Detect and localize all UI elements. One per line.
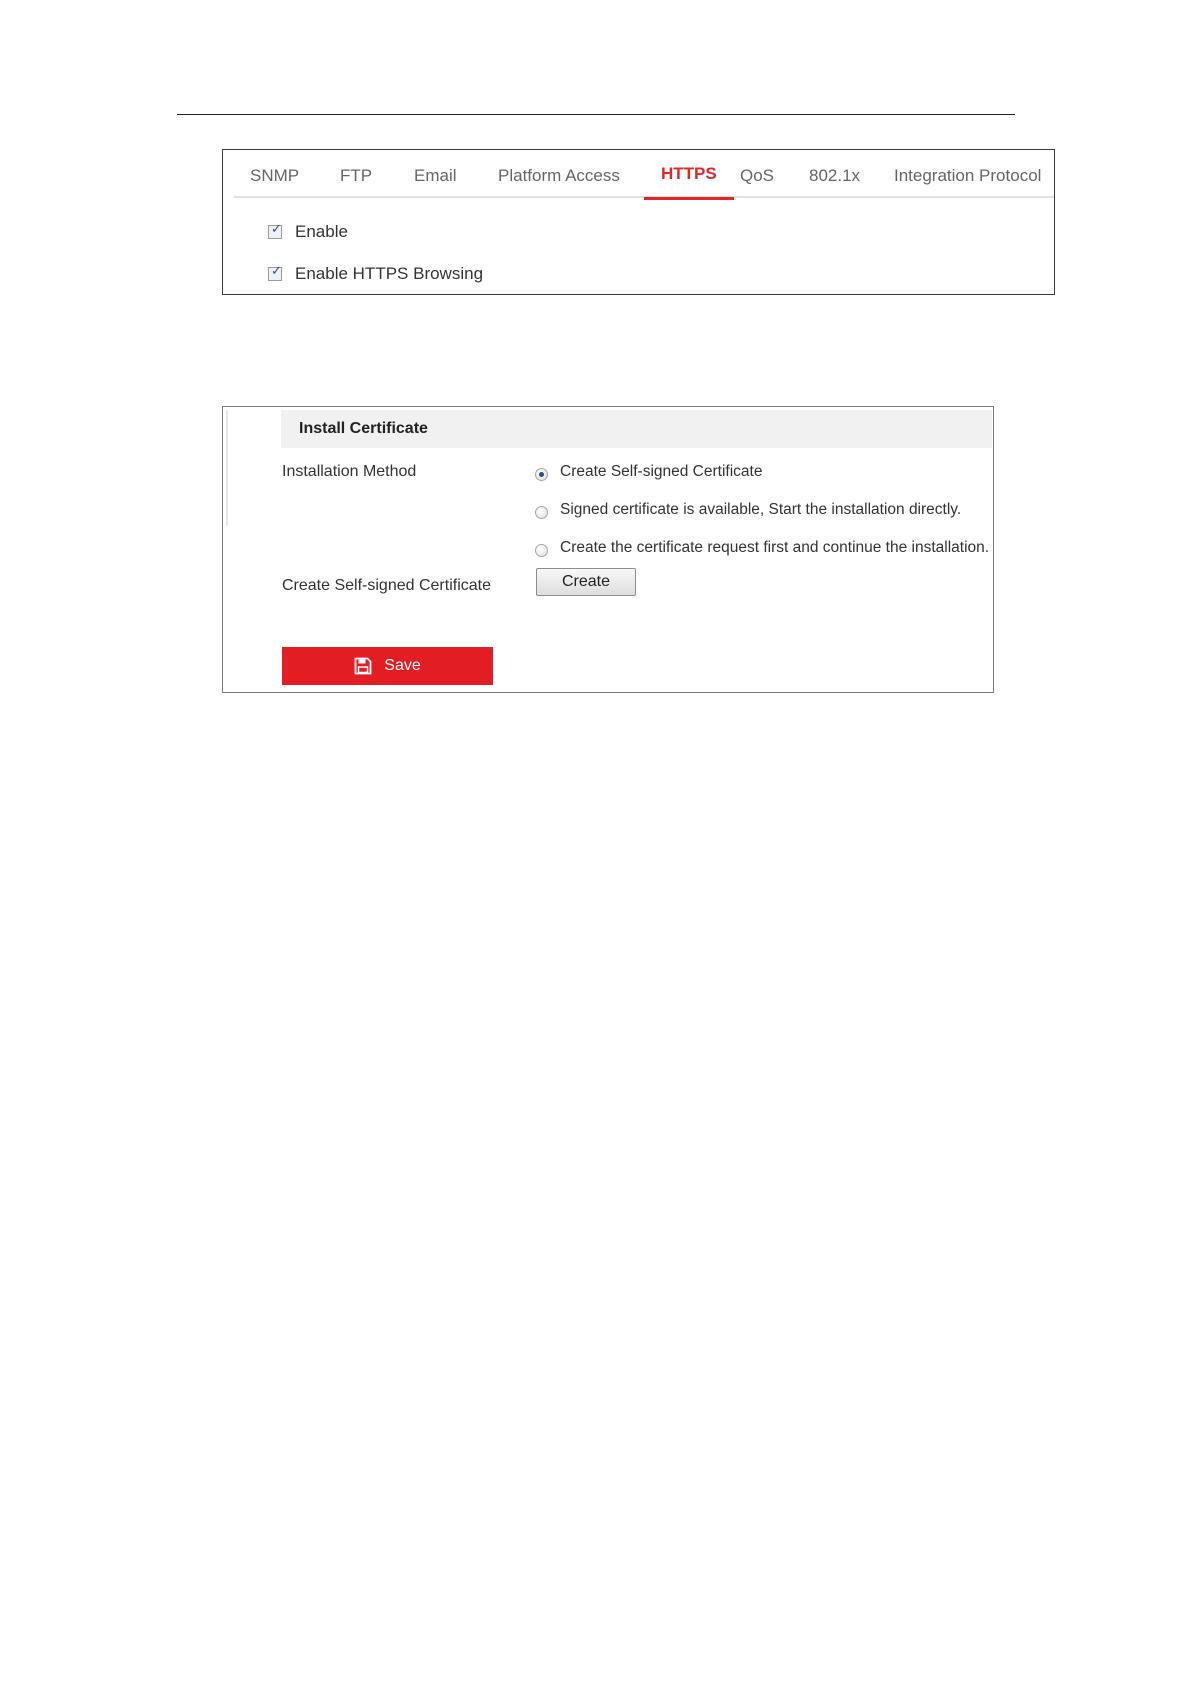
tab-platform-access[interactable]: Platform Access — [498, 166, 620, 185]
checkmark-icon: ✓ — [271, 222, 282, 237]
enable-label: Enable — [295, 222, 348, 241]
radio-signed-available[interactable] — [535, 506, 548, 519]
https-browsing-checkbox[interactable] — [268, 264, 282, 281]
option-label: Create the certificate request first and continue the installation. — [560, 539, 990, 556]
option-label: Create Self-signed Certificate — [560, 463, 763, 480]
install-certificate-panel — [222, 406, 994, 693]
save-button-label: Save — [384, 657, 421, 674]
tab-qos[interactable]: QoS — [740, 166, 775, 185]
option-signed-available[interactable] — [535, 499, 961, 521]
https-browsing-row — [268, 262, 483, 286]
tab-https[interactable]: HTTPS — [661, 150, 717, 198]
enable-row — [268, 220, 348, 244]
enable-checkbox[interactable] — [268, 222, 282, 239]
panel-left-strip — [226, 410, 228, 526]
page-header-rule — [177, 114, 1015, 115]
section-header — [281, 410, 992, 448]
floppy-disk-icon — [354, 657, 372, 675]
checkmark-icon: ✓ — [271, 264, 282, 279]
save-button[interactable] — [282, 647, 493, 685]
https-settings-panel — [222, 149, 1055, 295]
https-browsing-label: Enable HTTPS Browsing — [295, 264, 484, 283]
create-self-signed-label: Create Self-signed Certificate — [282, 577, 491, 594]
section-title: Install Certificate — [299, 420, 428, 437]
radio-certificate-request[interactable] — [535, 544, 548, 557]
option-self-signed[interactable] — [535, 461, 762, 483]
network-tabs — [234, 150, 1054, 198]
tab-snmp[interactable]: SNMP — [250, 166, 300, 185]
option-label: Signed certificate is available, Start the installation directly. — [560, 501, 962, 518]
tab-integration-protocol[interactable]: Integration Protocol — [894, 166, 1042, 185]
radio-self-signed[interactable] — [535, 468, 548, 481]
tab-8021x[interactable]: 802.1x — [809, 166, 861, 185]
installation-method-label: Installation Method — [282, 463, 417, 480]
tab-email[interactable]: Email — [414, 166, 457, 185]
tab-ftp[interactable]: FTP — [340, 166, 373, 185]
create-button[interactable]: Create — [536, 568, 636, 596]
option-certificate-request[interactable] — [535, 537, 989, 559]
